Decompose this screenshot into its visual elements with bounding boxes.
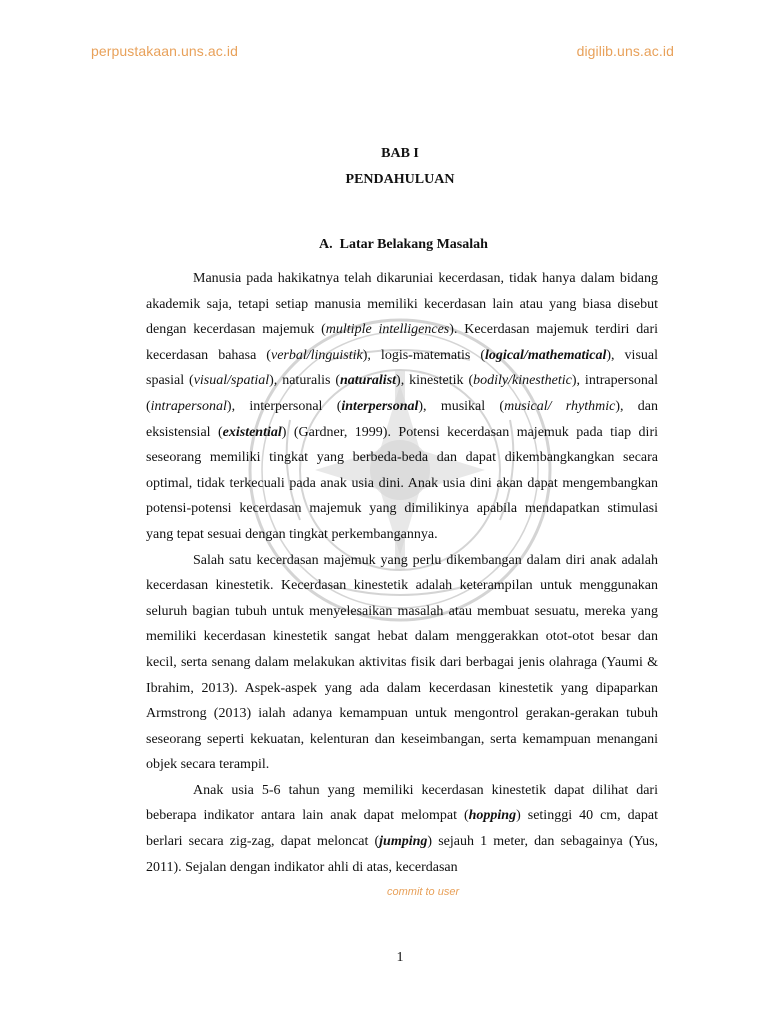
page-number: 1 — [396, 950, 404, 965]
header-link-perpustakaan[interactable]: perpustakaan.uns.ac.id — [91, 43, 238, 59]
paragraph-2: Salah satu kecerdasan majemuk yang perlu dikembangan dalam diri anak adalah kecerdasan kinestetik. Kecerdasan kinestetik adalah keterampilan untuk menggunakan seluruh bagian tubuh untuk menyelesaikan masalah atau membuat sesuatu, mereka yang memiliki kecerdasan kinestetik sangat hebat dalam menggerakkan otot-otot besar dan kecil, serta senang dalam melakukan aktivitas fisik dari berbagai jenis olahraga (Yaumi & Ibrahim, 2013). Aspek-aspek yang ada dalam kecerdasan kinestetik yang dipaparkan Armstrong (2013) ialah adanya kemampuan untuk mengontrol gerakan-gerakan tubuh seseorang seperti kekuatan, kelenturan dan keseimbangan, serta kemampuan menangani objek secara terampil. — [146, 552, 658, 773]
paragraph-3: Anak usia 5-6 tahun yang memiliki kecerdasan kinestetik dapat dilihat dari beberapa indikator antara lain anak dapat melompat (hopping) setinggi 40 cm, dapat berlari secara zig-zag, dapat meloncat (jumping) sejauh 1 meter, dan sebagainya (Yus, 2011). Sejalan dengan indikator ahli di atas, kecerdasan — [146, 782, 659, 875]
body-text — [146, 266, 658, 880]
paragraph-1: Manusia pada hakikatnya telah dikaruniai kecerdasan, tidak hanya dalam bidang akademik saja, tetapi setiap manusia memiliki kecerdasan lain atau yang biasa disebut dengan kecerdasan majemuk (multiple intelligences). Kecerdasan majemuk terdiri dari kecerdasan bahasa (verbal/linguistik), logis-matematis (logical/mathematical), visual spasial (visual/spatial), naturalis (naturalist), kinestetik (bodily/kinesthetic), intrapersonal (intrapersonal), interpersonal (interpersonal), musikal (musical/ rhythmic), dan eksistensial (existential) (Gardner, 1999). Potensi kecerdasan majemuk pada tiap diri seseorang memiliki tingkat yang berbeda-beda dan dapat dikembangkangkan secara optimal, tidak terkecuali pada anak usia dini. Anak usia dini akan dapat mengembangkan potensi-potensi kecerdasan majemuk yang dimilikinya apabila mendapatkan stimulasi yang tepat sesuai dengan tingkat perkembangannya. — [146, 271, 659, 542]
chapter-title: PENDAHULUAN — [345, 172, 455, 187]
commit-watermark: commit to user — [387, 886, 460, 898]
header-link-digilib[interactable]: digilib.uns.ac.id — [576, 43, 674, 59]
section-heading: A. Latar Belakang Masalah — [319, 237, 488, 252]
chapter-label: BAB I — [381, 146, 419, 161]
